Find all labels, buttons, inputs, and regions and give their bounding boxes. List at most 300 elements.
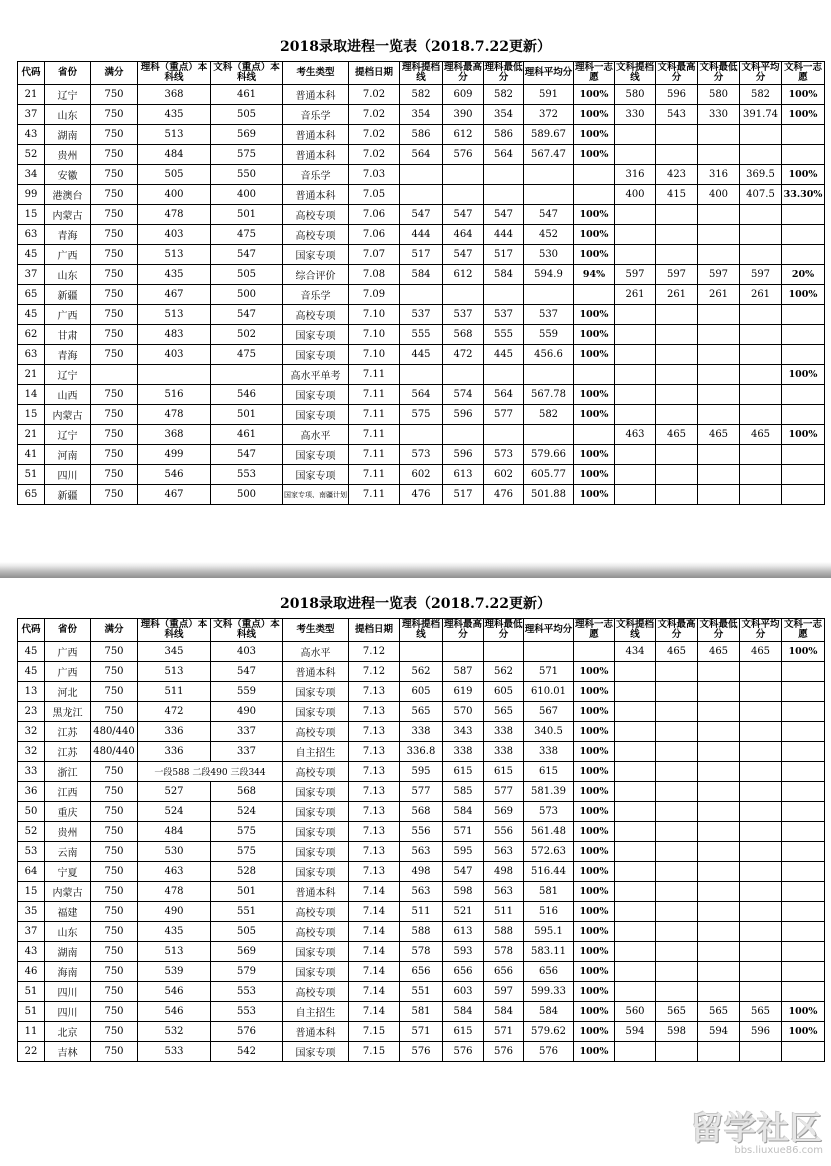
- table-cell: 578: [484, 942, 524, 962]
- table-cell: 527: [138, 782, 211, 802]
- table-cell: [782, 902, 825, 922]
- table-cell: 478: [138, 205, 211, 225]
- table-cell: 602: [484, 465, 524, 485]
- table-cell: 100%: [574, 842, 615, 862]
- table-cell: 750: [91, 445, 138, 465]
- table-cell: 561.48: [524, 822, 574, 842]
- table-cell: 7.10: [349, 325, 400, 345]
- header-cell: 满分: [91, 62, 138, 85]
- table-cell: 261: [698, 285, 740, 305]
- table-cell: 598: [656, 1022, 698, 1042]
- table-cell: 517: [484, 245, 524, 265]
- table-cell: 750: [91, 802, 138, 822]
- table-cell: [656, 385, 698, 405]
- table-cell: 15: [18, 205, 45, 225]
- table-cell: 100%: [782, 425, 825, 445]
- table-row: [18, 922, 825, 942]
- table-cell: [698, 762, 740, 782]
- table-row: [18, 962, 825, 982]
- table-cell: 100%: [782, 285, 825, 305]
- table-cell: [782, 205, 825, 225]
- table-cell: 403: [138, 225, 211, 245]
- table-cell: [740, 922, 782, 942]
- table-cell: [615, 465, 656, 485]
- header-cell: 满分: [91, 619, 138, 642]
- table-cell: 571: [443, 822, 484, 842]
- table-cell: 596: [740, 1022, 782, 1042]
- table-cell: 高校专项: [283, 902, 349, 922]
- table-cell: [615, 245, 656, 265]
- table-cell: [615, 662, 656, 682]
- table-cell: 542: [211, 1042, 283, 1062]
- table-cell: 100%: [574, 325, 615, 345]
- table-cell: [656, 465, 698, 485]
- table-cell: [656, 682, 698, 702]
- table-cell: 564: [400, 385, 443, 405]
- table-cell: 580: [615, 85, 656, 105]
- table-cell: 内蒙古: [45, 205, 91, 225]
- header-cell: 文科提档线: [615, 62, 654, 83]
- table-cell: 51: [18, 465, 45, 485]
- table-cell: 自主招生: [283, 742, 349, 762]
- table-cell: 567: [524, 702, 574, 722]
- table-cell: 750: [91, 942, 138, 962]
- table-cell: [782, 445, 825, 465]
- table-cell: 605: [400, 682, 443, 702]
- table-cell: 337: [211, 742, 283, 762]
- table-cell: 573: [484, 445, 524, 465]
- table-cell: 546: [211, 385, 283, 405]
- table-cell: 海南: [45, 962, 91, 982]
- header-cell: 省份: [45, 62, 91, 85]
- table-cell: 511: [138, 682, 211, 702]
- table-cell: 750: [91, 165, 138, 185]
- table-cell: [656, 445, 698, 465]
- table-cell: 37: [18, 105, 45, 125]
- table-row: [18, 165, 825, 185]
- table-cell: 高校专项: [283, 982, 349, 1002]
- table-cell: 100%: [574, 782, 615, 802]
- table-cell: 22: [18, 1042, 45, 1062]
- table-cell: [740, 465, 782, 485]
- table-cell: 辽宁: [45, 85, 91, 105]
- table-cell: 35: [18, 902, 45, 922]
- table-cell: 575: [211, 842, 283, 862]
- table-cell: 656: [443, 962, 484, 982]
- table-cell: 广西: [45, 305, 91, 325]
- table-cell: [698, 782, 740, 802]
- table-cell: [615, 365, 656, 385]
- table-cell: 547: [211, 245, 283, 265]
- table-cell: 52: [18, 145, 45, 165]
- table-cell: 505: [138, 165, 211, 185]
- table-cell: 594: [698, 1022, 740, 1042]
- table-cell: [782, 862, 825, 882]
- table-cell: [698, 445, 740, 465]
- table-cell: 345: [138, 642, 211, 662]
- table-cell: [656, 485, 698, 505]
- table-cell: 37: [18, 922, 45, 942]
- table-cell: 338: [400, 722, 443, 742]
- table-cell: 7.14: [349, 902, 400, 922]
- table-cell: 582: [740, 85, 782, 105]
- table-cell: [782, 742, 825, 762]
- table-cell: 338: [443, 742, 484, 762]
- table-cell: [782, 682, 825, 702]
- table-cell: 41: [18, 445, 45, 465]
- table-cell: 596: [443, 405, 484, 425]
- table-cell: 安徽: [45, 165, 91, 185]
- table-cell: [698, 345, 740, 365]
- header-cell: 理科一志愿: [574, 619, 613, 640]
- table-cell: 581: [524, 882, 574, 902]
- table-cell: 516: [524, 902, 574, 922]
- table-row: [18, 1002, 825, 1022]
- table-cell: 444: [400, 225, 443, 245]
- table-cell: [656, 405, 698, 425]
- table-cell: 368: [138, 85, 211, 105]
- table-cell: 555: [400, 325, 443, 345]
- table-cell: 490: [211, 702, 283, 722]
- header-cell: 理科提档线: [400, 62, 443, 85]
- table-cell: [656, 942, 698, 962]
- table-cell: 750: [91, 1022, 138, 1042]
- table-cell: [698, 702, 740, 722]
- table-cell: 584: [400, 265, 443, 285]
- table-cell: 501: [211, 205, 283, 225]
- table-cell: [698, 662, 740, 682]
- table-cell: 7.13: [349, 742, 400, 762]
- table-cell: 575: [400, 405, 443, 425]
- table-row: [18, 225, 825, 245]
- table-cell: 750: [91, 225, 138, 245]
- table-cell: 普通本科: [283, 145, 349, 165]
- table-cell: 501: [211, 405, 283, 425]
- table-cell: 502: [211, 325, 283, 345]
- table-cell: 福建: [45, 902, 91, 922]
- table-cell: [524, 642, 574, 662]
- table-row: [18, 365, 825, 385]
- table-cell: 400: [615, 185, 656, 205]
- table-cell: 7.02: [349, 125, 400, 145]
- table-cell: 国家专项: [283, 822, 349, 842]
- table-cell: 国家专项: [283, 445, 349, 465]
- header-cell: 提档日期: [349, 619, 400, 642]
- table-cell: 高水平: [283, 642, 349, 662]
- table-cell: 四川: [45, 1002, 91, 1022]
- table-cell: 578: [400, 942, 443, 962]
- table-cell: 369.5: [740, 165, 782, 185]
- table-cell: 547: [211, 662, 283, 682]
- table-cell: 467: [138, 485, 211, 505]
- table-cell: 533: [138, 1042, 211, 1062]
- table-cell: 463: [615, 425, 656, 445]
- table-cell: 高校专项: [283, 225, 349, 245]
- table-cell: 100%: [782, 642, 825, 662]
- table-cell: 云南: [45, 842, 91, 862]
- table-cell: 415: [656, 185, 698, 205]
- table-cell: 国家专项: [283, 782, 349, 802]
- table-cell: 100%: [574, 942, 615, 962]
- table-cell: 372: [524, 105, 574, 125]
- table-cell: 546: [138, 1002, 211, 1022]
- table-cell: 530: [138, 842, 211, 862]
- table-cell: 619: [443, 682, 484, 702]
- table-cell: 100%: [574, 682, 615, 702]
- table-cell: [782, 225, 825, 245]
- table-cell: 597: [740, 265, 782, 285]
- table-cell: 音乐学: [283, 105, 349, 125]
- table-cell: 国家专项: [283, 245, 349, 265]
- table-cell: 750: [91, 325, 138, 345]
- table-cell: 7.13: [349, 802, 400, 822]
- table-cell: [615, 445, 656, 465]
- watermark-logo: 留学社区: [690, 1109, 823, 1147]
- table-cell: 564: [484, 385, 524, 405]
- table-cell: 330: [615, 105, 656, 125]
- table-cell: [138, 365, 211, 385]
- table-cell: [698, 145, 740, 165]
- table-cell: 570: [443, 702, 484, 722]
- table-cell: [740, 782, 782, 802]
- table-cell: [698, 305, 740, 325]
- table-cell: 513: [138, 662, 211, 682]
- table-cell: 354: [400, 105, 443, 125]
- table-cell: 576: [484, 1042, 524, 1062]
- table-cell: 423: [656, 165, 698, 185]
- table-cell: 615: [443, 1022, 484, 1042]
- table-cell: 475: [211, 345, 283, 365]
- table-cell: 100%: [574, 125, 615, 145]
- table-cell: 556: [484, 822, 524, 842]
- table-cell: 586: [400, 125, 443, 145]
- table-cell: 普通本科: [283, 85, 349, 105]
- table-cell: 584: [443, 1002, 484, 1022]
- table-cell: 51: [18, 982, 45, 1002]
- table-cell: [615, 822, 656, 842]
- table-cell: 584: [443, 802, 484, 822]
- table-cell: 国家专项: [283, 702, 349, 722]
- table-cell: 537: [484, 305, 524, 325]
- table-cell: 476: [400, 485, 443, 505]
- table-cell: 521: [443, 902, 484, 922]
- table-cell: [740, 245, 782, 265]
- table-cell: 750: [91, 782, 138, 802]
- table-cell: [615, 802, 656, 822]
- table-cell: 472: [443, 345, 484, 365]
- table-cell: 音乐学: [283, 165, 349, 185]
- table-cell: 7.07: [349, 245, 400, 265]
- table-cell: [782, 1042, 825, 1062]
- table-cell: 476: [484, 485, 524, 505]
- table-cell: [782, 982, 825, 1002]
- table-cell: 407.5: [740, 185, 782, 205]
- table-cell: [740, 862, 782, 882]
- table-cell: 100%: [574, 902, 615, 922]
- table-cell: [574, 642, 615, 662]
- table-cell: [656, 225, 698, 245]
- table-cell: [740, 902, 782, 922]
- table-cell: [740, 405, 782, 425]
- table-cell: 100%: [574, 345, 615, 365]
- table-cell: 565: [698, 1002, 740, 1022]
- table-row: [18, 265, 825, 285]
- table-cell: 高校专项: [283, 762, 349, 782]
- table-cell: [443, 425, 484, 445]
- table-cell: 612: [443, 125, 484, 145]
- table-cell: 江西: [45, 782, 91, 802]
- table-cell: 21: [18, 425, 45, 445]
- table-cell: [782, 465, 825, 485]
- table-cell: 100%: [574, 445, 615, 465]
- table-cell: 100%: [574, 465, 615, 485]
- table-cell: 750: [91, 762, 138, 782]
- table-cell: 15: [18, 405, 45, 425]
- table-cell: 577: [400, 782, 443, 802]
- watermark: [653, 1111, 823, 1156]
- page-1: [0, 0, 831, 562]
- table-cell: 100%: [574, 205, 615, 225]
- table-cell: [400, 285, 443, 305]
- table-cell: 河南: [45, 445, 91, 465]
- table-cell: 国家专项: [283, 465, 349, 485]
- table-cell: [615, 962, 656, 982]
- table-cell: 43: [18, 942, 45, 962]
- page-2: [0, 578, 831, 1166]
- table-cell: 582: [524, 405, 574, 425]
- table-cell: 100%: [574, 802, 615, 822]
- table-cell: [656, 782, 698, 802]
- table-row: [18, 982, 825, 1002]
- table-cell: [740, 125, 782, 145]
- table-cell: 610.01: [524, 682, 574, 702]
- table-cell: 7.06: [349, 225, 400, 245]
- table-cell: [740, 762, 782, 782]
- table-cell: [615, 702, 656, 722]
- table-cell: [740, 842, 782, 862]
- table-cell: 63: [18, 345, 45, 365]
- table-cell: 100%: [782, 365, 825, 385]
- table-cell: [615, 902, 656, 922]
- table-cell: 500: [211, 485, 283, 505]
- table-cell: 609: [443, 85, 484, 105]
- header-cell: 理科最高分: [443, 619, 482, 640]
- table-cell: 100%: [574, 982, 615, 1002]
- header-cell: 文科（重点）本科线: [211, 62, 283, 85]
- table-row: [18, 1042, 825, 1062]
- table-cell: 7.10: [349, 305, 400, 325]
- table-row: [18, 405, 825, 425]
- table-cell: 港澳台: [45, 185, 91, 205]
- table-cell: 7.11: [349, 425, 400, 445]
- table-cell: 547: [211, 305, 283, 325]
- table-cell: 750: [91, 922, 138, 942]
- table-cell: 478: [138, 882, 211, 902]
- table-cell: [524, 285, 574, 305]
- table-cell: [656, 662, 698, 682]
- table-cell: [740, 802, 782, 822]
- table-cell: 501: [211, 882, 283, 902]
- table-cell: 750: [91, 702, 138, 722]
- table-cell: 543: [656, 105, 698, 125]
- header-cell: 文科（重点）本科线: [211, 619, 283, 642]
- table-cell: 498: [400, 862, 443, 882]
- table-cell: 316: [615, 165, 656, 185]
- table-cell: 7.14: [349, 982, 400, 1002]
- table-cell: 511: [484, 902, 524, 922]
- header-cell: 文科最低分: [699, 619, 738, 640]
- table-cell: 562: [484, 662, 524, 682]
- table-cell: [782, 802, 825, 822]
- table-cell: 浙江: [45, 762, 91, 782]
- table-cell: 国家专项: [283, 682, 349, 702]
- table-cell: 612: [443, 265, 484, 285]
- table-cell: 21: [18, 85, 45, 105]
- table-cell: 750: [91, 662, 138, 682]
- table-cell: 565: [400, 702, 443, 722]
- table-cell: 569: [211, 125, 283, 145]
- table-cell: [484, 642, 524, 662]
- table-cell: 45: [18, 245, 45, 265]
- table-cell: [656, 842, 698, 862]
- table-cell: 343: [443, 722, 484, 742]
- table-cell: [698, 325, 740, 345]
- table-cell: [656, 802, 698, 822]
- table-cell: 551: [211, 902, 283, 922]
- table-row: [18, 722, 825, 742]
- table-cell: [698, 225, 740, 245]
- table-cell: [698, 922, 740, 942]
- table-cell: 547: [524, 205, 574, 225]
- table-row: [18, 425, 825, 445]
- table-row: [18, 105, 825, 125]
- header-cell: 省份: [45, 619, 91, 642]
- table-cell: 750: [91, 862, 138, 882]
- table-cell: 100%: [574, 662, 615, 682]
- table-cell: 565: [656, 1002, 698, 1022]
- table-cell: 571: [524, 662, 574, 682]
- table-cell: [615, 385, 656, 405]
- table-cell: 591: [524, 85, 574, 105]
- table-row: [18, 882, 825, 902]
- table-cell: 461: [211, 425, 283, 445]
- table-cell: 400: [211, 185, 283, 205]
- table-cell: 23: [18, 702, 45, 722]
- table-cell: 7.03: [349, 165, 400, 185]
- table-cell: [574, 365, 615, 385]
- table-cell: [782, 345, 825, 365]
- table-cell: 750: [91, 265, 138, 285]
- table-cell: 100%: [574, 922, 615, 942]
- table-cell: 北京: [45, 1022, 91, 1042]
- table-cell: [656, 702, 698, 722]
- table-cell: 484: [138, 145, 211, 165]
- table-cell: [698, 862, 740, 882]
- table-cell: 广西: [45, 642, 91, 662]
- table-cell: 750: [91, 962, 138, 982]
- table-cell: [740, 345, 782, 365]
- table-cell: [615, 782, 656, 802]
- table-cell: 7.12: [349, 642, 400, 662]
- table-cell: 7.14: [349, 942, 400, 962]
- table-cell: [656, 862, 698, 882]
- table-cell: 434: [615, 642, 656, 662]
- table-cell: [656, 902, 698, 922]
- table-cell: 100%: [574, 822, 615, 842]
- table-cell: 100%: [782, 105, 825, 125]
- table-row: [18, 782, 825, 802]
- table-cell: 内蒙古: [45, 405, 91, 425]
